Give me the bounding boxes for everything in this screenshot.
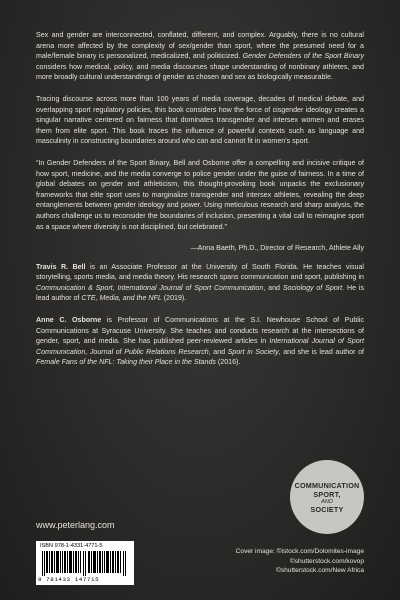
- series-logo-line: COMMUNICATION: [294, 480, 360, 490]
- cover-image-credits: [236, 547, 364, 576]
- credit-line: ©shutterstock.com/kovop: [289, 557, 364, 565]
- author-name: Anne C. Osborne: [36, 316, 102, 325]
- bio-text: , and: [263, 283, 283, 292]
- credit-line: ©shutterstock.com/New Africa: [275, 567, 364, 574]
- journal-title: International Journal of Sport Communication: [36, 337, 364, 356]
- book-title: Female Fans of the NFL: Taking their Place in the Stands: [36, 358, 216, 367]
- description-text: considers how medical, policy, and media discourses shape understanding of nonbinary athletes, and more broadly cultural understandings of gender as chosen and sex as biologically measurable.: [36, 62, 364, 82]
- journal-title: Sport in Society: [227, 347, 279, 356]
- series-logo-line: AND: [321, 498, 333, 505]
- journal-title: Sociology of Sport: [282, 283, 343, 292]
- series-logo-line: SOCIETY: [310, 504, 344, 514]
- back-cover-text: [36, 30, 364, 379]
- bio-text: , and she is lead author of: [278, 347, 364, 356]
- credit-line: Cover image: ©istock.com/Dolomites-image: [235, 548, 364, 555]
- journal-title: Communication & Sport: [36, 283, 113, 292]
- endorsement-quote: “In Gender Defenders of the Sport Binary, Bell and Osborne offer a compelling and incisive critique of how sport, medicine, and the media converge to police gender under the guise of fairness. In a time of global debates on gender and athleticism, this thought-provoking book unpacks the exclusionary frameworks that elite sport uses to marginalize transgender and intersex athletes, revealing the deep entanglements between gender ideology and power. Using meticulous research and sharp analysis, the authors challenge us to reconsider the boundaries of inclusion, presenting a vital call to reimagine sport as a space where diversity is not disciplined, but celebrated.”: [36, 158, 364, 231]
- isbn-label: ISBN 978-1-4331-4771-5: [40, 543, 103, 549]
- bio-text: , and: [208, 347, 228, 356]
- author-bio-bell: [36, 262, 364, 304]
- bio-text: is an Associate Professor at the University of South Florida. He teaches visual storytelling, sports media, and media theory. His research spans communication and sport, publishing in: [36, 262, 364, 282]
- isbn-digits: 9 781433 147715: [38, 576, 100, 583]
- endorsement: [36, 158, 364, 254]
- description-text: Sex and gender are interconnected, conflated, different, and complex. Arguably, there is no cultural arena more affected by the complexity of sex/gender than sport, where the presumed need for a male/female binary is personalized, medicalized, and politicized.: [36, 31, 364, 61]
- bio-text: is Professor of Communications at the S.I. Newhouse School of Public Communications at Syracuse University. She teaches and conducts research at the intersections of gender, sport, and media. She has published peer-reviewed articles in: [36, 316, 364, 346]
- series-logo: [290, 460, 364, 534]
- journal-title: International Journal of Sport Communication: [117, 283, 264, 292]
- publisher-website[interactable]: www.peterlang.com: [36, 520, 115, 530]
- book-title: CTE, Media, and the NFL: [81, 294, 162, 303]
- book-title-inline: Gender Defenders of the Sport Binary: [242, 52, 364, 61]
- endorsement-attribution: —Anna Baeth, Ph.D., Director of Research, Athlete Ally: [190, 244, 364, 253]
- description-paragraph-2: Tracing discourse across more than 100 years of media coverage, decades of medical debate, and overlapping sport regulatory policies, this book considers how the force of cisgender ideology creates a singular narrative centered on fairness that dominates transgender and intersex women and erases them from elite sport. This book traces the influence of powerful contexts such as language and masculinity in constructing boundaries around who can and cannot fit in women's sport.: [36, 94, 364, 146]
- bio-text: ,: [85, 347, 90, 356]
- bio-text: . He is lead author of: [36, 283, 365, 303]
- barcode-icon: [42, 551, 128, 576]
- bio-text: ,: [112, 283, 118, 292]
- journal-title: Journal of Public Relations Research: [89, 347, 209, 356]
- description-paragraph-1: [36, 30, 364, 83]
- bio-text: (2019).: [161, 294, 187, 303]
- author-name: Travis R. Bell: [36, 262, 86, 271]
- author-bio-osborne: [36, 315, 364, 368]
- bio-text: (2016).: [215, 358, 241, 367]
- series-logo-line: SPORT,: [313, 489, 341, 499]
- isbn-barcode: [36, 541, 134, 585]
